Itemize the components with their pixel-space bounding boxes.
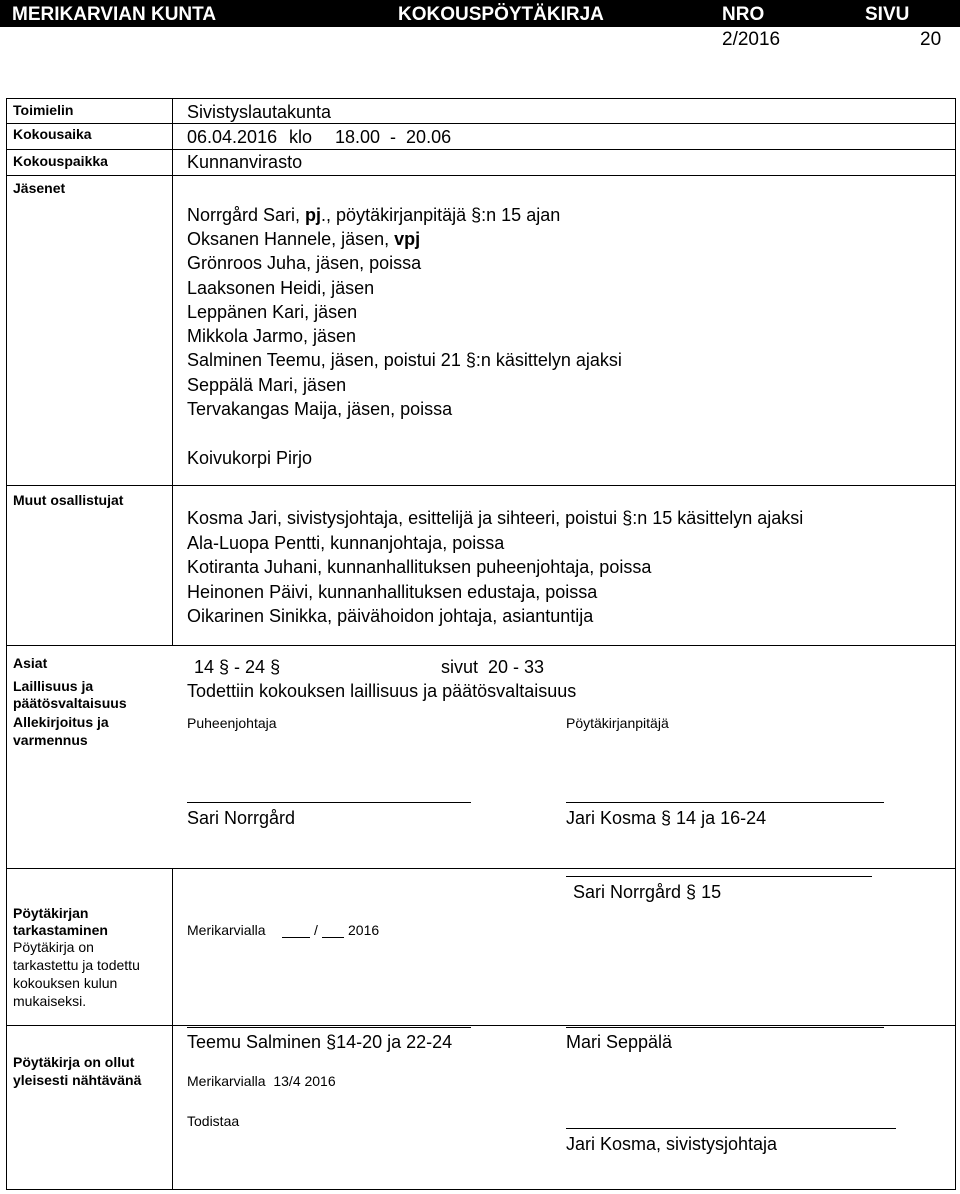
label-toimielin: Toimielin (13, 102, 74, 118)
signature-name: Jari Kosma, sivistysjohtaja (566, 1134, 778, 1154)
member-line: Salminen Teemu, jäsen, poistui 21 §:n käsittelyn ajaksi (187, 350, 622, 370)
member-line: Leppänen Kari, jäsen (187, 302, 358, 322)
row-divider (6, 123, 956, 124)
signature-name: Sari Norrgård § 15 (573, 882, 722, 902)
signature-name: Jari Kosma § 14 ja 16-24 (566, 808, 767, 828)
row-divider (6, 485, 956, 486)
signature-name: Sari Norrgård (187, 808, 296, 828)
date-separator: / (314, 922, 318, 938)
org-name: MERIKARVIAN KUNTA (12, 4, 217, 25)
row-divider (6, 868, 956, 869)
note-tarkastettu: mukaiseksi. (13, 993, 87, 1009)
signature-line (187, 802, 471, 803)
signature-line (187, 1027, 471, 1028)
label-kokouspaikka: Kokouspaikka (13, 153, 108, 169)
signature-line (566, 876, 872, 877)
row-divider (6, 1025, 956, 1026)
member-line: Koivukorpi Pirjo (187, 448, 313, 468)
note-tarkastettu: Pöytäkirja on (13, 939, 94, 955)
date-year: 2016 (348, 922, 380, 938)
value-time: 18.00 - 20.06 (335, 127, 452, 147)
label-allekirjoitus: Allekirjoitus ja (13, 714, 109, 730)
label-tarkastaminen: Pöytäkirjan (13, 905, 89, 921)
date-blank (282, 937, 310, 938)
label-todistaa: Todistaa (187, 1113, 240, 1129)
value-laillisuus: Todettiin kokouksen laillisuus ja päätösvaltaisuus (187, 681, 577, 701)
value-asiat-range: 14 § - 24 § (194, 657, 281, 677)
value-toimielin: Sivistyslautakunta (187, 102, 332, 122)
participant-line: Heinonen Päivi, kunnanhallituksen edustaja, poissa (187, 582, 598, 602)
note-tarkastettu: tarkastettu ja todettu (13, 957, 140, 973)
participant-line: Kosma Jari, sivistysjohtaja, esittelijä ja sihteeri, poistui §:n 15 käsittelyn ajaksi (187, 508, 804, 528)
row-divider (6, 175, 956, 176)
label-muut-osallistujat: Muut osallistujat (13, 492, 124, 508)
member-line: Laaksonen Heidi, jäsen (187, 278, 375, 298)
member-line: Tervakangas Maija, jäsen, poissa (187, 399, 453, 419)
participant-line: Kotiranta Juhani, kunnanhallituksen puheenjohtaja, poissa (187, 557, 652, 577)
label-asiat: Asiat (13, 655, 48, 671)
participant-line: Ala-Luopa Pentti, kunnanjohtaja, poissa (187, 533, 505, 553)
column-divider (172, 98, 173, 645)
doc-type: KOKOUSPÖYTÄKIRJA (398, 4, 604, 25)
row-divider (6, 645, 956, 646)
role-puheenjohtaja: Puheenjohtaja (187, 715, 277, 731)
note-tarkastettu: kokouksen kulun (13, 975, 118, 991)
signature-line (566, 802, 884, 803)
label-laillisuus: Laillisuus ja (13, 678, 94, 694)
column-divider (172, 868, 173, 1190)
member-line: Mikkola Jarmo, jäsen (187, 326, 357, 346)
signature-line (566, 1027, 884, 1028)
sivu-label: SIVU (865, 4, 910, 25)
label-jasenet: Jäsenet (13, 180, 66, 196)
participant-line: Oikarinen Sinikka, päivähoidon johtaja, asiantuntija (187, 606, 594, 626)
value-date: 06.04.2016 (187, 127, 278, 147)
member-line: Grönroos Juha, jäsen, poissa (187, 253, 422, 273)
label-allekirjoitus-2: varmennus (13, 732, 88, 748)
label-kokousaika: Kokousaika (13, 126, 92, 142)
place-date-nahtavana: Merikarvialla 13/4 2016 (187, 1073, 336, 1089)
role-poytakirjanpitaja: Pöytäkirjanpitäjä (566, 715, 669, 731)
place-date-label: Merikarvialla (187, 922, 266, 938)
nro-value: 2/2016 (722, 29, 781, 50)
value-klo: klo (289, 127, 313, 147)
member-line: Seppälä Mari, jäsen (187, 375, 347, 395)
value-sivut: sivut 20 - 33 (441, 657, 545, 677)
signature-name: Mari Seppälä (566, 1032, 673, 1052)
date-blank (322, 937, 344, 938)
value-kokouspaikka: Kunnanvirasto (187, 152, 303, 172)
label-nahtavana: Pöytäkirja on ollut (13, 1054, 135, 1070)
signature-line (566, 1128, 896, 1129)
nro-label: NRO (722, 4, 765, 25)
member-line: Norrgård Sari, pj., pöytäkirjanpitäjä §:n 15 ajan (187, 205, 561, 225)
label-tarkastaminen-2: tarkastaminen (13, 922, 108, 938)
member-line: Oksanen Hannele, jäsen, vpj (187, 229, 421, 249)
signature-name: Teemu Salminen §14-20 ja 22-24 (187, 1032, 453, 1052)
label-nahtavana-2: yleisesti nähtävänä (13, 1072, 142, 1088)
row-divider (6, 149, 956, 150)
sivu-value: 20 (920, 29, 942, 50)
label-laillisuus-2: päätösvaltaisuus (13, 695, 127, 711)
